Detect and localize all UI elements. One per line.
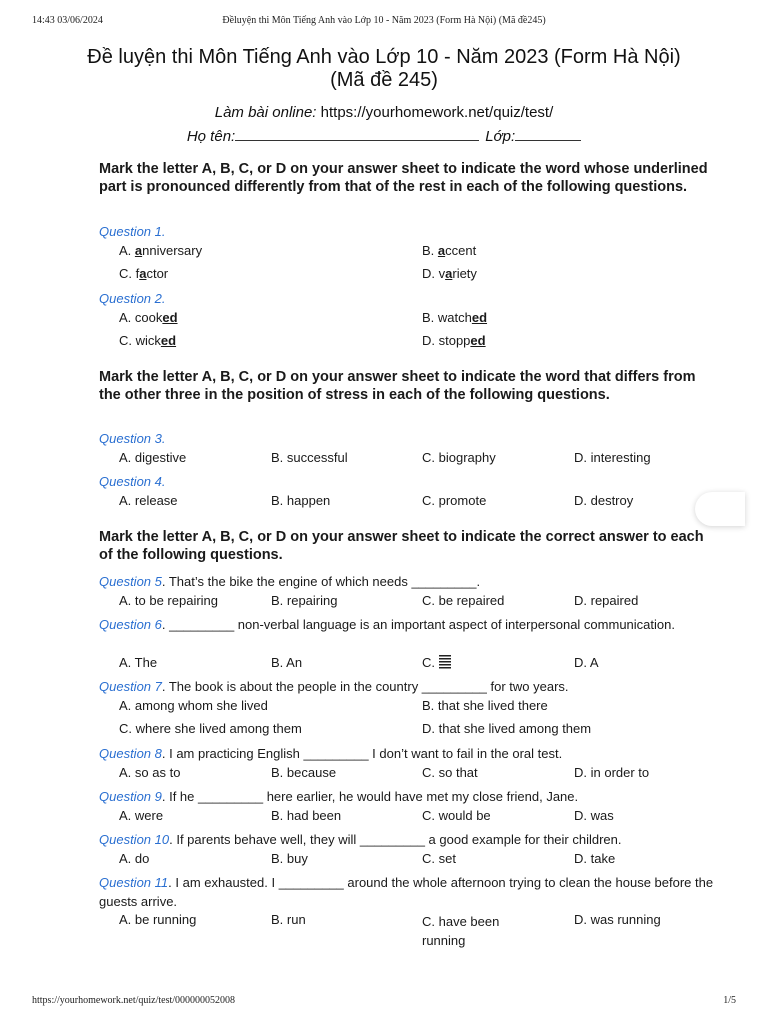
q5-option-d[interactable]: D. repaired: [574, 593, 639, 608]
class-label: Lớp:: [485, 128, 516, 145]
question-4: Question 4.: [99, 474, 166, 489]
student-info-line: [0, 127, 768, 145]
question-9: Question 9. If he _________ here earlier, he would have met my close friend, Jane.: [99, 789, 579, 804]
name-blank: [235, 127, 479, 141]
question-text: . I am exhausted. I _________ around the whole afternoon trying to clean the house before the guests arrive.: [99, 875, 714, 909]
question-text: . If parents behave well, they will _________ a good example for their children.: [169, 832, 622, 847]
question-text: . The book is about the people in the country _________ for two years.: [161, 679, 569, 694]
q10-option-c[interactable]: C. set: [422, 851, 456, 866]
question-text: . I am practicing English _________ I don’t want to fail in the oral test.: [161, 746, 563, 761]
q6-option-c[interactable]: C.: [422, 655, 451, 671]
question-label: Question 3: [99, 431, 162, 446]
q5-option-c[interactable]: C. be repaired: [422, 593, 505, 608]
q3-option-d[interactable]: D. interesting: [574, 450, 651, 465]
print-page-title: Đềluyện thi Môn Tiếng Anh vào Lớp 10 - Năm 2023 (Form Hà Nội) (Mã đề245): [222, 15, 546, 26]
q3-option-b[interactable]: B. successful: [271, 450, 348, 465]
q10-option-b[interactable]: B. buy: [271, 851, 308, 866]
q8-option-b[interactable]: B. because: [271, 765, 337, 780]
question-label: Question 4: [99, 474, 162, 489]
question-11: Question 11. I am exhausted. I _________ around the whole afternoon trying to clean the house before the guests arrive.: [99, 875, 714, 909]
q3-option-c[interactable]: C. biography: [422, 450, 496, 465]
q7-option-b[interactable]: B. that she lived there: [422, 698, 548, 713]
q7-option-a[interactable]: A. among whom she lived: [119, 698, 268, 713]
q3-option-a[interactable]: A. digestive: [119, 450, 187, 465]
section-heading-grammar: Mark the letter A, B, C, or D on your answer sheet to indicate the correct answer to each of the following questions.: [99, 529, 704, 563]
question-8: Question 8. I am practicing English _________ I don’t want to fail in the oral test.: [99, 746, 563, 761]
document-title: [60, 46, 708, 92]
document-title-line-1: Đề luyện thi Môn Tiếng Anh vào Lớp 10 - Năm 2023 (Form Hà Nội): [87, 46, 681, 68]
question-text: . That’s the bike the engine of which needs _________.: [161, 574, 481, 589]
q6-option-a[interactable]: A. The: [119, 655, 158, 670]
q2-option-d[interactable]: D. stopped: [422, 333, 486, 348]
q8-option-a[interactable]: A. so as to: [119, 765, 181, 780]
q7-option-c[interactable]: C. where she lived among them: [119, 721, 302, 736]
q2-option-b[interactable]: B. watched: [422, 310, 488, 325]
print-header: [32, 15, 736, 29]
q9-option-d[interactable]: D. was: [574, 808, 614, 823]
question-7: Question 7. The book is about the people in the country _________ for two years.: [99, 679, 569, 694]
q9-option-c[interactable]: C. would be: [422, 808, 491, 823]
q4-option-a[interactable]: A. release: [119, 493, 178, 508]
question-1: Question 1.: [99, 224, 166, 239]
question-2: Question 2.: [99, 291, 166, 306]
question-label: Question 2: [99, 291, 162, 306]
q1-option-b[interactable]: B. accent: [422, 243, 477, 258]
q11-option-d[interactable]: D. was running: [574, 912, 661, 927]
print-timestamp: 14:43 03/06/2024: [32, 15, 103, 26]
q10-option-d[interactable]: D. take: [574, 851, 616, 866]
q2-option-a[interactable]: A. cooked: [119, 310, 178, 325]
q9-option-b[interactable]: B. had been: [271, 808, 342, 823]
print-footer-url: https://yourhomework.net/quiz/test/000000052008: [32, 995, 236, 1006]
print-page-number: 1/5: [723, 995, 736, 1006]
q2-option-c[interactable]: C. wicked: [119, 333, 177, 348]
floating-side-tab[interactable]: [695, 492, 745, 526]
question-text: . If he _________ here earlier, he would have met my close friend, Jane.: [161, 789, 579, 804]
q6-option-d[interactable]: D. A: [574, 655, 599, 670]
q4-option-b[interactable]: B. happen: [271, 493, 331, 508]
q11-option-c[interactable]: C. have been running: [422, 914, 500, 948]
online-quiz-link[interactable]: https://yourhomework.net/quiz/test/: [320, 104, 554, 121]
class-blank: [515, 127, 581, 141]
q11-option-a[interactable]: A. be running: [119, 912, 197, 927]
section-heading-stress: Mark the letter A, B, C, or D on your answer sheet to indicate the word that differs from the other three in the position of stress in each of the following questions.: [99, 369, 696, 403]
q4-option-d[interactable]: D. destroy: [574, 493, 634, 508]
q5-option-b[interactable]: B. repairing: [271, 593, 338, 608]
q8-option-c[interactable]: C. so that: [422, 765, 478, 780]
print-footer: [32, 995, 736, 1009]
online-link-line: [0, 104, 768, 121]
question-text: . _________ non-verbal language is an important aspect of interpersonal communication.: [161, 617, 675, 632]
question-label: Question 1: [99, 224, 162, 239]
q7-option-d[interactable]: D. that she lived among them: [422, 721, 592, 736]
text-lines-icon: [439, 655, 451, 670]
online-label: Làm bài online:: [214, 104, 321, 121]
q8-option-d[interactable]: D. in order to: [574, 765, 650, 780]
section-heading-pronunciation: Mark the letter A, B, C, or D on your answer sheet to indicate the word whose underlined part is pronounced differently from that of the rest in each of the following questions.: [99, 161, 708, 195]
question-5: Question 5. That’s the bike the engine of which needs _________.: [99, 574, 481, 589]
q1-option-d[interactable]: D. variety: [422, 266, 477, 281]
q4-option-c[interactable]: C. promote: [422, 493, 487, 508]
q9-option-a[interactable]: A. were: [119, 808, 164, 823]
q6-option-b[interactable]: B. An: [271, 655, 303, 670]
q1-option-c[interactable]: C. factor: [119, 266, 169, 281]
question-10: Question 10. If parents behave well, they will _________ a good example for their children.: [99, 832, 622, 847]
document-title-line-2: (Mã đề 245): [330, 69, 438, 91]
name-label: Họ tên:: [186, 128, 236, 145]
question-6: Question 6. _________ non-verbal language is an important aspect of interpersonal communication.: [99, 617, 675, 632]
q1-option-a[interactable]: A. anniversary: [119, 243, 203, 258]
q10-option-a[interactable]: A. do: [119, 851, 150, 866]
q11-option-b[interactable]: B. run: [271, 912, 306, 927]
q5-option-a[interactable]: A. to be repairing: [119, 593, 219, 608]
question-3: Question 3.: [99, 431, 166, 446]
